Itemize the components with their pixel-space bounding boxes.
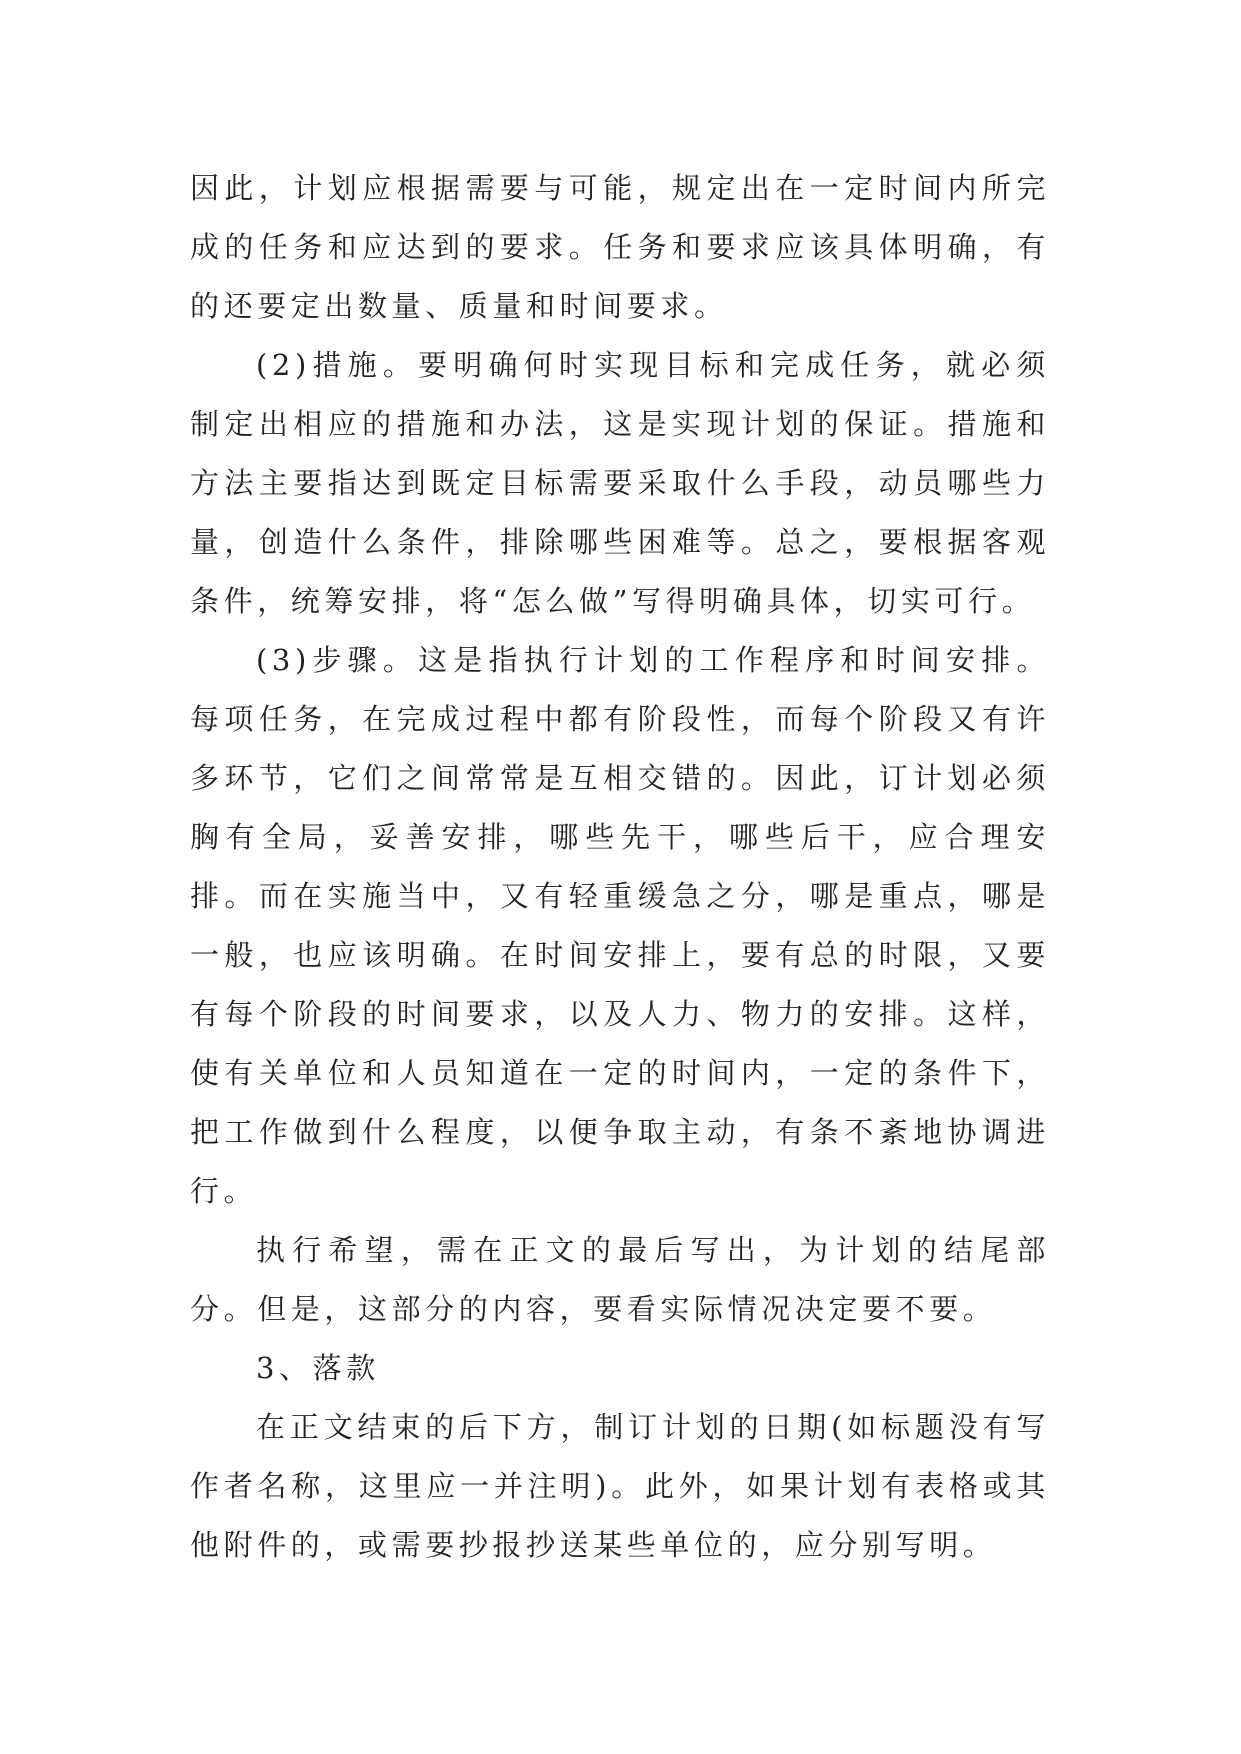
section-heading-signature: 3、落款 [256, 1351, 380, 1385]
paragraph-measures: (2)措施。要明确何时实现目标和完成任务，就必须制定出相应的措施和办法，这是实现计划的保证。措施和方法主要指达到既定目标需要采取什么手段，动员哪些力量，创造什么条件，排除哪些困难等。总之，要根据客观条件，统筹安排，将“怎么做”写得明确具体，切实可行。 [190, 348, 1050, 618]
paragraph-signature: 在正文结束的后下方，制订计划的日期(如标题没有写作者名称，这里应一并注明)。此外，如果计划有表格或其他附件的，或需要抄报抄送某些单位的，应分别写明。 [190, 1410, 1050, 1562]
paragraph-steps: (3)步骤。这是指执行计划的工作程序和时间安排。每项任务，在完成过程中都有阶段性，而每个阶段又有许多环节，它们之间常常是互相交错的。因此，订计划必须胸有全局，妥善安排，哪些先干，哪些后干，应合理安排。而在实施当中，又有轻重缓急之分，哪是重点，哪是一般，也应该明确。在时间安排上，要有总的时限，又要有每个阶段的时间要求，以及人力、物力的安排。这样，使有关单位和人员知道在一定的时间内，一定的条件下，把工作做到什么程度，以便争取主动，有条不紊地协调进行。 [190, 643, 1050, 1208]
document-body [190, 159, 1050, 1575]
paragraph-continuation: 因此，计划应根据需要与可能，规定出在一定时间内所完成的任务和应达到的要求。任务和要求应该具体明确，有的还要定出数量、质量和时间要求。 [190, 171, 1050, 323]
paragraph-execution-hope: 执行希望，需在正文的最后写出，为计划的结尾部分。但是，这部分的内容，要看实际情况决定要不要。 [190, 1233, 1050, 1326]
